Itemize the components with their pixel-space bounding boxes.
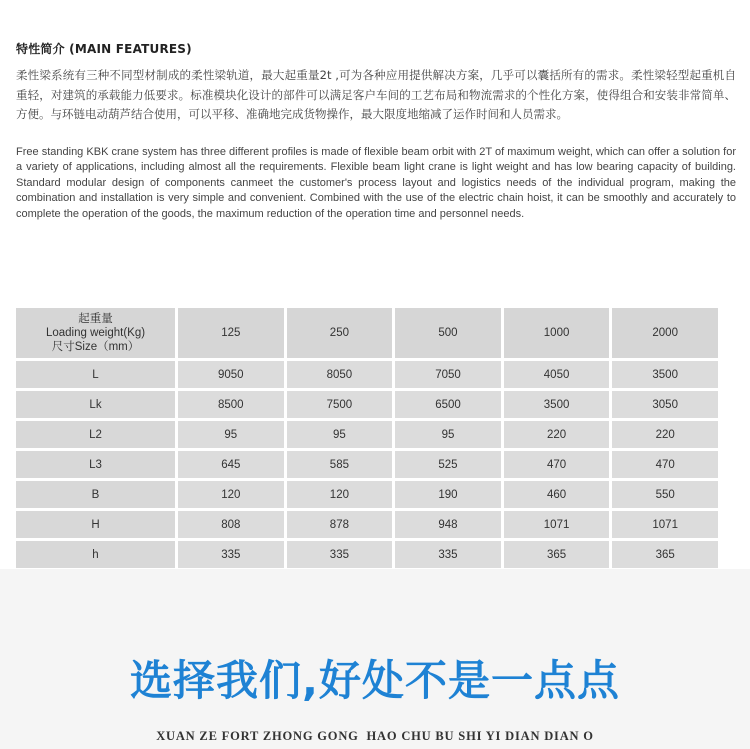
table-header-row — [16, 308, 718, 358]
table-row — [16, 451, 718, 478]
value-cell: 335 — [178, 541, 284, 568]
row-label-cell: B — [16, 481, 175, 508]
value-cell: 585 — [287, 451, 393, 478]
section-heading: 特性简介 (MAIN FEATURES) — [16, 42, 192, 56]
row-label-cell: H — [16, 511, 175, 538]
header-weight-cell: 250 — [287, 308, 393, 358]
value-cell: 645 — [178, 451, 284, 478]
value-cell: 4050 — [504, 361, 610, 388]
header-weight-cell: 125 — [178, 308, 284, 358]
value-cell: 460 — [504, 481, 610, 508]
header-weight-cell: 500 — [395, 308, 501, 358]
table-row — [16, 421, 718, 448]
value-cell: 220 — [504, 421, 610, 448]
description-chinese: 柔性梁系统有三种不同型材制成的柔性梁轨道，最大起重量2t ,可为各种应用提供解决方案，几乎可以囊括所有的需求。柔性梁轻型起重机自重轻，对建筑的承载能力低要求。标准模块化设计的部件可以满足客户车间的工艺布局和物流需求的个性化方案，使得组合和安装非常简单、方便。与环链电动葫芦结合使用，可以平移、准确地完成货物操作，最大限度地缩减了运作时间和人员需求。 — [16, 68, 736, 121]
value-cell: 95 — [395, 421, 501, 448]
value-cell: 95 — [178, 421, 284, 448]
value-cell: 7050 — [395, 361, 501, 388]
value-cell: 470 — [504, 451, 610, 478]
table-row — [16, 541, 718, 568]
value-cell: 6500 — [395, 391, 501, 418]
value-cell: 808 — [178, 511, 284, 538]
table-row — [16, 391, 718, 418]
value-cell: 3500 — [504, 391, 610, 418]
header-label-cell — [16, 308, 175, 358]
value-cell: 3050 — [612, 391, 718, 418]
value-cell: 550 — [612, 481, 718, 508]
value-cell: 525 — [395, 451, 501, 478]
header-label-line: 尺寸Size（mm） — [51, 341, 140, 353]
value-cell: 7500 — [287, 391, 393, 418]
header-weight-cell: 1000 — [504, 308, 610, 358]
value-cell: 948 — [395, 511, 501, 538]
header-label-line: 起重量 — [78, 313, 113, 325]
table-row — [16, 481, 718, 508]
value-cell: 335 — [287, 541, 393, 568]
value-cell: 3500 — [612, 361, 718, 388]
value-cell: 1071 — [612, 511, 718, 538]
value-cell: 8500 — [178, 391, 284, 418]
value-cell: 878 — [287, 511, 393, 538]
description-english: Free standing KBK crane system has three different profiles is made of flexible beam orbit with 2T of maximum weight, which can offer a solution for a variety of applications, including almost all the requirements. Flexible beam light crane is light weight and has low bearing capacity of building. Standard modular design of components canmeet the customer's process layout and logistics needs of the individual program, making the combination and installation is very simple and convenient. Combined with the use of the electric chain hoist, it can be smoothly and accurately to complete the operation of the goods, the maximum reduction of the operation time and personnel needs. — [16, 146, 736, 220]
value-cell: 8050 — [287, 361, 393, 388]
value-cell: 95 — [287, 421, 393, 448]
value-cell: 120 — [178, 481, 284, 508]
value-cell: 365 — [504, 541, 610, 568]
row-label-cell: L2 — [16, 421, 175, 448]
value-cell: 9050 — [178, 361, 284, 388]
header-weight-cell: 2000 — [612, 308, 718, 358]
table-row — [16, 511, 718, 538]
row-label-cell: h — [16, 541, 175, 568]
value-cell: 335 — [395, 541, 501, 568]
value-cell: 1071 — [504, 511, 610, 538]
header-label-line: Loading weight(Kg) — [45, 327, 146, 339]
row-label-cell: Lk — [16, 391, 175, 418]
row-label-cell: L3 — [16, 451, 175, 478]
value-cell: 120 — [287, 481, 393, 508]
slogan: 选择我们,好处不是一点点 — [130, 656, 620, 705]
spec-table — [13, 305, 721, 571]
value-cell: 470 — [612, 451, 718, 478]
value-cell: 190 — [395, 481, 501, 508]
row-label-cell: L — [16, 361, 175, 388]
table-row — [16, 361, 718, 388]
value-cell: 220 — [612, 421, 718, 448]
value-cell: 365 — [612, 541, 718, 568]
slogan-pinyin: XUAN ZE FORT ZHONG GONG HAO CHU BU SHI YI DIAN DIAN O — [156, 729, 594, 743]
